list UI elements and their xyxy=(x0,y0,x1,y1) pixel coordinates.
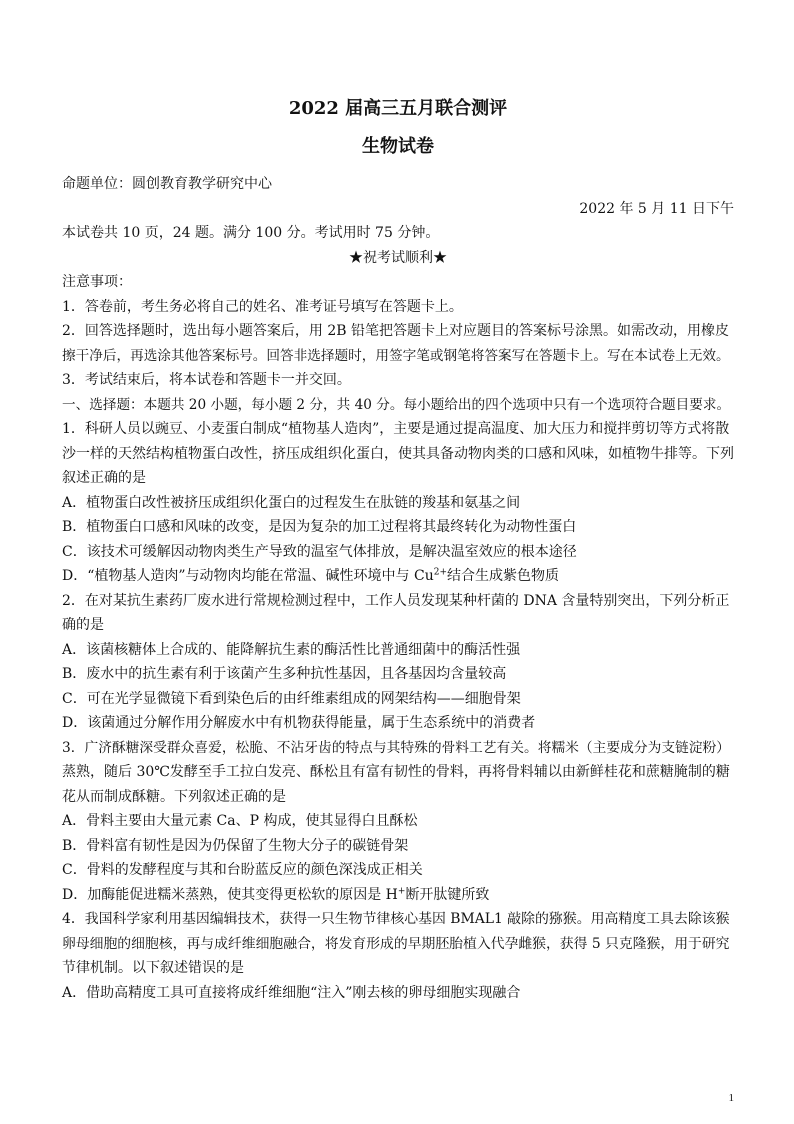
question-stem-line: 蒸熟，随后 30℃发酵至手工拉白发亮、酥松且有富有韧性的骨料，再将骨料辅以由新鲜桂花和蔗糖腌制的糖 xyxy=(62,764,730,780)
option-a: A．骨料主要由大量元素 Ca、P 构成，使其显得白且酥松 xyxy=(62,813,418,829)
question-stem-line: 确的是 xyxy=(62,617,104,633)
question-1 xyxy=(62,417,734,589)
option-d-text-end: 结合生成紫色物质 xyxy=(447,568,559,584)
option-d-text: D．加酶能促进糯米蒸熟，使其变得更松软的原因是 H xyxy=(62,886,398,903)
question-stem-line: 1．科研人员以豌豆、小麦蛋白制成“植物基人造肉”，主要是通过提高温度、加大压力和搅拌剪切等方式将散 xyxy=(62,421,730,437)
question-4 xyxy=(62,907,734,1005)
option-d: D．该菌通过分解作用分解废水中有机物获得能量，属于生态系统中的消费者 xyxy=(62,715,536,731)
question-stem-line: 3．广济酥糖深受群众喜爱，松脆、不沾牙齿的特点与其特殊的骨料工艺有关。将糯米（主要成分为支链淀粉） xyxy=(62,739,730,756)
issuer-line: 命题单位：圆创教育教学研究中心 xyxy=(62,176,272,192)
question-stem-line: 叙述正确的是 xyxy=(62,470,146,486)
option-b: B．骨料富有韧性是因为仍保留了生物大分子的碳链骨架 xyxy=(62,837,409,854)
exam-title: 2022 届高三五月联合测评 xyxy=(288,98,508,119)
option-b: B．废水中的抗生素有利于该菌产生多种抗性基因，且各基因均含量较高 xyxy=(62,666,507,682)
option-a: A．植物蛋白改性被挤压成组织化蛋白的过程发生在肽链的羧基和氨基之间 xyxy=(62,494,521,511)
good-luck-banner: ★祝考试顺利★ xyxy=(349,249,447,266)
option-b: B．植物蛋白口感和风味的改变，是因为复杂的加工过程将其最终转化为动物性蛋白 xyxy=(62,519,577,535)
question-stem-line: 花从而制成酥糖。下列叙述正确的是 xyxy=(62,788,286,805)
exam-date: 2022 年 5 月 11 日下午 xyxy=(579,200,734,217)
note-1: 1．答卷前，考生务必将自己的姓名、准考证号填写在答题卡上。 xyxy=(62,298,463,315)
page-number: 1 xyxy=(728,1092,734,1104)
subject-title: 生物试卷 xyxy=(362,136,434,157)
note-2-line-1: 2．回答选择题时，选出每小题答案后，用 2B 铅笔把答题卡上对应题目的答案标号涂黑。如需改动，用橡皮 xyxy=(62,323,730,339)
option-c: C．可在光学显微镜下看到染色后的由纤维素组成的网架结构——细胞骨架 xyxy=(62,690,521,707)
question-stem-line: 节律机制。以下叙述错误的是 xyxy=(62,960,244,976)
option-c: C．该技术可缓解因动物肉类生产导致的温室气体排放，是解决温室效应的根本途径 xyxy=(62,543,577,560)
ion-charge: + xyxy=(397,885,406,896)
option-d xyxy=(62,564,734,589)
notes-heading: 注意事项： xyxy=(62,274,132,290)
ion-charge: 2+ xyxy=(433,567,447,578)
note-2-line-2: 擦干净后，再选涂其他答案标号。回答非选择题时，用签字笔或钢笔将答案写在答题卡上。写在本试卷上无效。 xyxy=(62,347,730,364)
option-d-text: D．“植物基人造肉”与动物肉均能在常温、碱性环境中与 Cu xyxy=(62,568,434,584)
option-d-text-end: 断开肽键所致 xyxy=(405,886,490,903)
question-stem-line: 4．我国科学家利用基因编辑技术，获得一只生物节律核心基因 BMAL1 敲除的猕猴。用高精度工具去除该猴 xyxy=(62,911,730,927)
exam-page xyxy=(62,92,734,1005)
question-3 xyxy=(62,736,734,908)
option-a: A．该菌核糖体上合成的、能降解抗生素的酶活性比普通细菌中的酶活性强 xyxy=(62,641,521,658)
question-stem-line: 2．在对某抗生素药厂废水进行常规检测过程中，工作人员发现某种杆菌的 DNA 含量特别突出，下列分析正 xyxy=(62,592,730,609)
option-a: A．借助高精度工具可直接将成纤维细胞“注入”刚去核的卵母细胞实现融合 xyxy=(62,984,521,1001)
question-2 xyxy=(62,589,734,736)
question-stem-line: 卵母细胞的细胞核，再与成纤维细胞融合，将发育形成的早期胚胎植入代孕雌猴，获得 5 只克隆猴，用于研究 xyxy=(62,935,730,952)
question-stem-line: 沙一样的天然结构植物蛋白改性，挤压成组织化蛋白，使其具备动物肉类的口感和风味，如植物牛排等。下列 xyxy=(62,445,734,462)
option-d xyxy=(62,883,734,908)
exam-info: 本试卷共 10 页，24 题。满分 100 分。考试用时 75 分钟。 xyxy=(62,225,440,241)
option-c: C．骨料的发酵程度与其和台盼蓝反应的颜色深浅成正相关 xyxy=(62,862,423,878)
note-3: 3．考试结束后，将本试卷和答题卡一并交回。 xyxy=(62,372,351,388)
section-heading: 一、选择题：本题共 20 小题，每小题 2 分，共 40 分。每小题给出的四个选项中只有一个选项符合题目要求。 xyxy=(62,396,731,413)
